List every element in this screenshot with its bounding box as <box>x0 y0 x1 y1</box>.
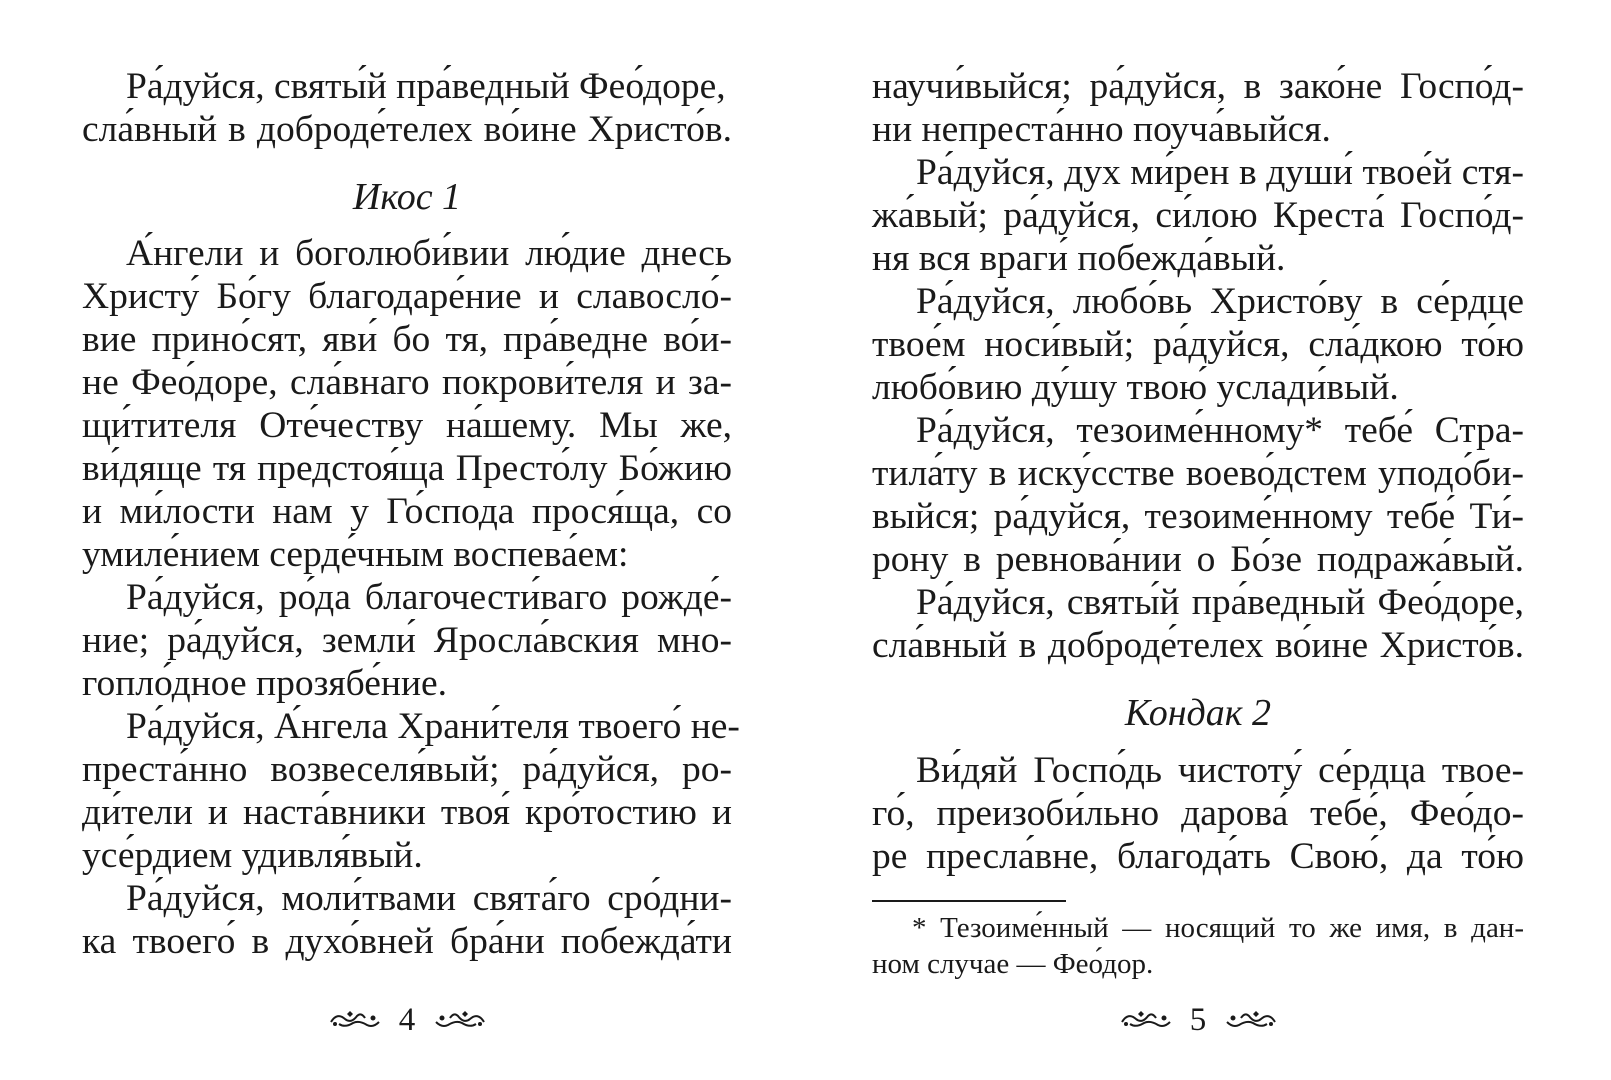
text-line: вие прино́сят, яви́ бо тя, пра́ведне во́и- <box>82 319 732 360</box>
text-line: ви́дяще тя предстоя́ща Престо́лу Бо́жию <box>82 448 732 489</box>
text-line: выйся; ра́дуйся, тезоиме́нному тебе́ Ти́- <box>872 496 1524 537</box>
text-line: твое́м носи́вый; ра́дуйся, сла́дкою то́ю <box>872 324 1524 365</box>
left-flourish-icon <box>1120 1004 1172 1037</box>
footnote-line: ном случае — Фео́дор. <box>872 948 1154 980</box>
page-number: 5 <box>1189 1001 1207 1038</box>
section-heading: Кондак 2 <box>1124 692 1272 734</box>
text-line: преста́нно возвеселя́вый; ра́дуйся, ро- <box>82 749 732 790</box>
right-flourish-icon <box>434 1004 486 1037</box>
text-line: и ми́лости нам у Го́спода прося́ща, со <box>82 491 732 532</box>
text-line: Ра́дуйся, святы́й пра́ведный Фео́доре, <box>916 582 1524 623</box>
text-line: Ви́дяй Госпо́дь чистоту́ се́рдца твое- <box>916 750 1524 791</box>
text-line: Ра́дуйся, тезоиме́нному* тебе́ Стра- <box>916 410 1524 451</box>
section-heading: Икос 1 <box>352 176 462 218</box>
text-line: Ра́дуйся, любо́вь Христо́ву в се́рдце <box>916 281 1524 322</box>
text-line: Ра́дуйся, А́нгела Храни́теля твоего́ не- <box>126 706 740 747</box>
text-line: усе́рдием удивля́вый. <box>82 835 423 876</box>
text-line: го́, преизоби́льно дарова́ тебе́, Фео́до- <box>872 793 1524 834</box>
text-line: Ра́дуйся, святы́й пра́ведный Фео́доре, <box>126 66 726 107</box>
text-line: Ра́дуйся, ро́да благочести́ваго рожде́- <box>126 577 732 618</box>
text-line: Ра́дуйся, дух ми́рен в души́ твое́й стя- <box>916 152 1524 193</box>
text-line: Христу́ Бо́гу благодаре́ние и славосло́- <box>82 276 732 317</box>
text-line: А́нгели и боголюби́вии лю́дие днесь <box>126 233 732 274</box>
text-line: щи́тителя Оте́честву на́шему. Мы же, <box>82 405 732 446</box>
text-line: ка твоего́ в духо́вней бра́ни побежда́ти <box>82 921 732 962</box>
text-line: тила́ту в иску́сстве воево́дстем уподо́би- <box>872 453 1524 494</box>
left-flourish-icon <box>329 1004 381 1037</box>
page-number: 4 <box>398 1001 416 1038</box>
footnote-line: * Тезоиме́нный — носящий то же имя, в дан- <box>912 912 1524 944</box>
text-line: ние; ра́дуйся, земли́ Яросла́вския мно- <box>82 620 732 661</box>
text-line: ня вся враги́ побежда́вый. <box>872 238 1286 279</box>
right-flourish-icon <box>1225 1004 1277 1037</box>
text-line: сла́вный в доброде́телех во́ине Христо́в. <box>82 109 732 150</box>
text-line: научи́выйся; ра́дуйся, в зако́не Госпо́д- <box>872 66 1524 107</box>
page-number-footer <box>82 1002 732 1037</box>
text-line: гопло́дное прозябе́ние. <box>82 663 448 704</box>
text-line: любо́вию ду́шу твою́ услади́вый. <box>872 367 1399 408</box>
text-line: Ра́дуйся, моли́твами свята́го сро́дни- <box>126 878 732 919</box>
footnote-divider <box>872 900 1066 902</box>
page-number-footer <box>872 1002 1524 1037</box>
text-line: жа́вый; ра́дуйся, си́лою Креста́ Госпо́д- <box>872 195 1524 236</box>
text-line: сла́вный в доброде́телех во́ине Христо́в. <box>872 625 1524 666</box>
text-line: ни непреста́нно поуча́выйся. <box>872 109 1331 150</box>
text-line: ди́тели и наста́вники твоя́ кро́тостию и <box>82 792 732 833</box>
text-line: ре пресла́вне, благода́ть Свою́, да то́ю <box>872 836 1524 877</box>
text-line: не Фео́доре, сла́внаго покрови́теля и за- <box>82 362 732 403</box>
text-line: рону в ревнова́нии о Бо́зе подража́вый. <box>872 539 1524 580</box>
text-line: умиле́нием серде́чным воспева́ем: <box>82 534 629 575</box>
